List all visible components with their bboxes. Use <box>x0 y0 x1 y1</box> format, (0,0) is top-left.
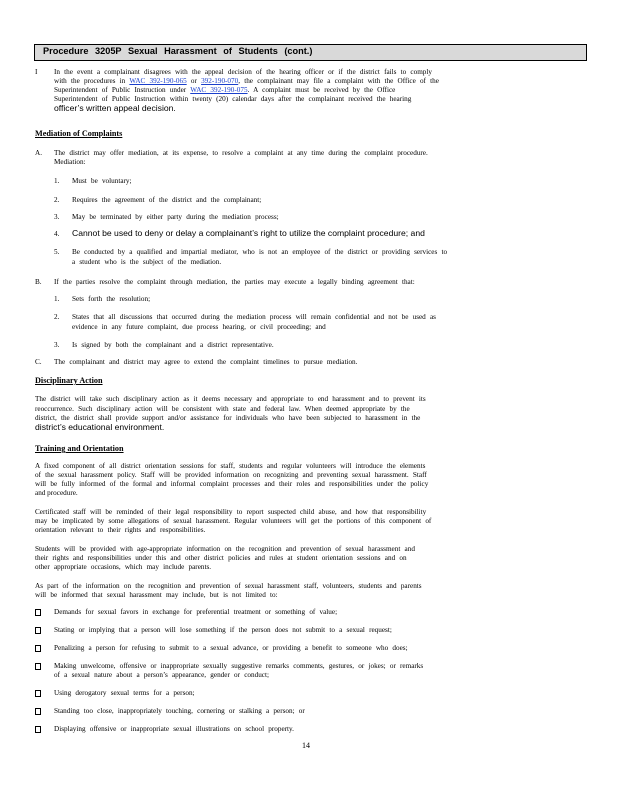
bullet-box-icon <box>35 627 41 634</box>
mediation-text: If the parties resolve the complaint through mediation, the parties may execute a legally binding agreement that: <box>54 278 415 286</box>
list-number: 3. <box>54 213 60 221</box>
bullet-box-icon <box>35 663 41 670</box>
mediation-text: The district may offer mediation, at its expense, to resolve a complaint at any time during the complaint procedure. <box>54 149 428 157</box>
bullet-item: Standing too close, inappropriately touching, cornering or stalking a person; or <box>54 707 305 715</box>
bullet-box-icon <box>35 726 41 733</box>
bullet-box-icon <box>35 609 41 616</box>
item-marker: A. <box>35 149 42 157</box>
bullet-item: Stating or implying that a person will lose something if the person does not submit to a sexual request; <box>54 626 392 634</box>
training-text: Students will be provided with age-appropriate information on the recognition and prevention of sexual harassment and <box>35 545 415 553</box>
page-number: 14 <box>302 741 310 750</box>
disciplinary-heading: Disciplinary Action <box>35 376 103 385</box>
training-text: As part of the information on the recognition and prevention of sexual harassment staff, volunteers, students and parents <box>35 582 422 590</box>
list-number: 2. <box>54 313 60 321</box>
section-header-title: Procedure 3205P Sexual Harassment of Students (cont.) <box>43 46 313 56</box>
item-marker: C. <box>35 358 42 366</box>
bullet-item: Using derogatory sexual terms for a person; <box>54 689 195 697</box>
list-item: Be conducted by a qualified and impartial mediator, who is not an employee of the district or providing services to <box>72 248 448 256</box>
training-text: will be informed that sexual harassment may include, but is not limited to: <box>35 591 278 599</box>
mediation-text: The complainant and district may agree to extend the complaint timelines to pursue mediation. <box>54 358 358 366</box>
bullet-item: Penalizing a person for refusing to submit to a sexual advance, or providing a benefit to someone who does; <box>54 644 408 652</box>
bullet-box-icon <box>35 708 41 715</box>
bullet-item: of a sexual nature about a person’s appearance, gender or conduct; <box>54 671 269 679</box>
bullet-box-icon <box>35 645 41 652</box>
training-heading: Training and Orientation <box>35 444 124 453</box>
list-item: Is signed by both the complainant and a district representative. <box>72 341 274 349</box>
training-text: A fixed component of all district orientation sessions for staff, students and regular volunteers will introduce the elements <box>35 462 426 470</box>
training-text: and procedure. <box>35 489 78 497</box>
item-marker: B. <box>35 278 42 286</box>
training-text: may be implicated by some allegations of sexual harassment. Regular volunteers will get the portions of this component of <box>35 517 432 525</box>
bullet-item: Making unwelcome, offensive or inappropriate sexually suggestive remarks comments, gestures, or jokes; or remarks <box>54 662 424 670</box>
list-item: Requires the agreement of the district and the complainant; <box>72 196 262 204</box>
wac-link[interactable]: WAC 392-190-075 <box>190 86 248 94</box>
list-item: Cannot be used to deny or delay a complainant’s right to utilize the complaint procedure; and <box>72 228 425 238</box>
list-item: States that all discussions that occurred during the mediation process will remain confidential and not be used as <box>72 313 436 321</box>
training-text: other appropriate occasions, which may include parents. <box>35 563 212 571</box>
training-text: will be fully informed of the formal and informal complaint processes and their roles and responsibilities under the policy <box>35 480 429 488</box>
training-text: their rights and responsibilities under this and other district policies and rules at student orientation sessions and on <box>35 554 407 562</box>
mediation-heading: Mediation of Complaints <box>35 129 123 138</box>
list-number: 4. <box>54 230 60 238</box>
training-text: of the sexual harassment policy. Staff will be provided information on recognizing and preventing sexual harassment. Staff <box>35 471 427 479</box>
list-number: 5. <box>54 248 60 256</box>
mediation-text: Mediation: <box>54 158 86 166</box>
list-number: 2. <box>54 196 60 204</box>
wac-link[interactable]: WAC 392-190-065 <box>129 77 187 85</box>
wac-link[interactable]: 392-190-070 <box>201 77 239 85</box>
disciplinary-text: The district will take such disciplinary action as it deems necessary and appropriate to end harassment and to prevent its <box>35 395 426 403</box>
intro-line: with the procedures in WAC 392-190-065 or 392-190-070, the complainant may file a complaint with the Office of the <box>54 77 439 85</box>
training-text: orientation relevant to their rights and responsibilities. <box>35 526 206 534</box>
list-number: 1. <box>54 295 60 303</box>
intro-line: officer’s written appeal decision. <box>54 103 176 113</box>
list-item: a student who is the subject of the mediation. <box>72 258 222 266</box>
list-item: Must be voluntary; <box>72 177 132 185</box>
list-number: 3. <box>54 341 60 349</box>
intro-line: In the event a complainant disagrees with the appeal decision of the hearing officer or if the district fails to comply <box>54 68 432 76</box>
disciplinary-text: reoccurrence. Such disciplinary action will be consistent with state and federal law. When deemed appropriate by the <box>35 405 410 413</box>
list-number: 1. <box>54 177 60 185</box>
paragraph-marker: I <box>35 68 38 76</box>
section-header-bar <box>34 44 587 61</box>
intro-line: Superintendent of Public Instruction within twenty (20) calendar days after the complainant received the hearing <box>54 95 412 103</box>
bullet-box-icon <box>35 690 41 697</box>
intro-line: Superintendent of Public Instruction under WAC 392-190-075. A complaint must be received by the Office <box>54 86 396 94</box>
list-item: May be terminated by either party during the mediation process; <box>72 213 279 221</box>
list-item: evidence in any future complaint, due process hearing, or civil proceeding; and <box>72 323 326 331</box>
bullet-item: Demands for sexual favors in exchange for preferential treatment or something of value; <box>54 608 338 616</box>
disciplinary-text: district’s educational environment. <box>35 422 165 432</box>
list-item: Sets forth the resolution; <box>72 295 151 303</box>
training-text: Certificated staff will be reminded of their legal responsibility to report suspected child abuse, and how that responsibility <box>35 508 427 516</box>
disciplinary-text: district, the district shall provide support and/or assistance for individuals who have been subjected to harassment in the <box>35 414 421 422</box>
bullet-item: Displaying offensive or inappropriate sexual illustrations on school property. <box>54 725 294 733</box>
